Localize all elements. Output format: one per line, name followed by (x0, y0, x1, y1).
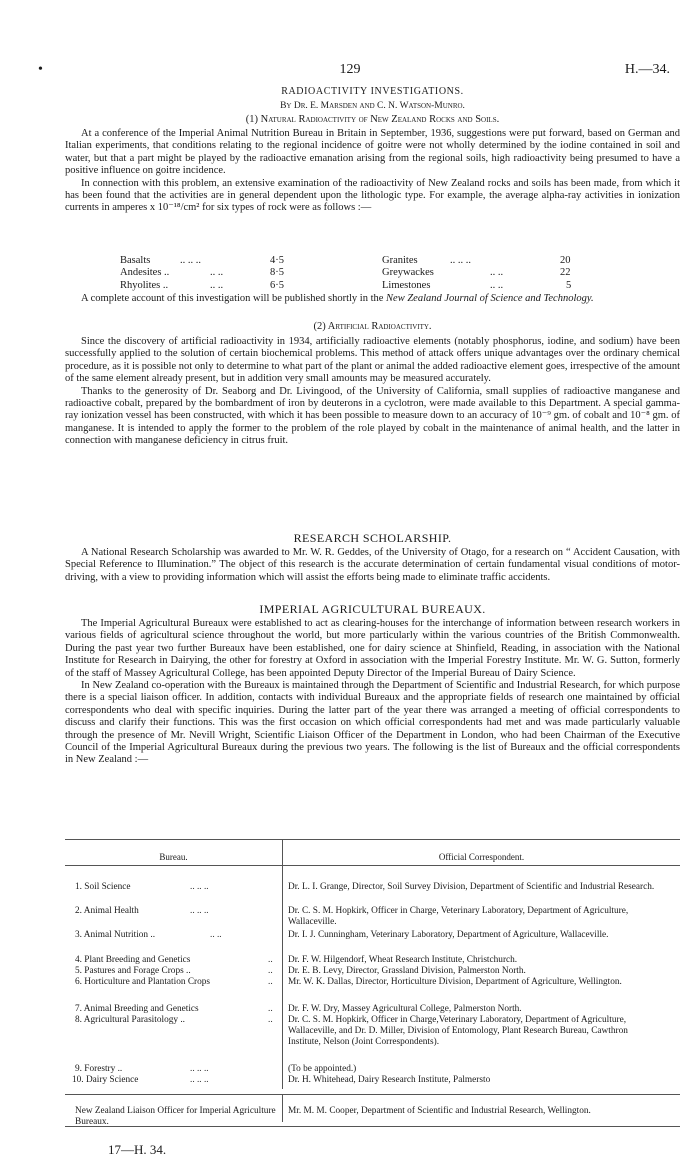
liaison-correspondent: Mr. M. M. Cooper, Department of Scientific and Industrial Research, Wellington. (288, 1106, 591, 1116)
rock-name: Andesites .. (120, 267, 170, 279)
radioactivity-para4: Since the discovery of artificial radioactivity in 1934, artificially radioactive elements (notably phosphorus, iodine, and sodium) have been successfully applied to the solution of certain biochemical problems. This method of attack offers unique advantages over the ordinary chemical procedure, as it is possible not only to determine to what part of the plant or animal the added radioactive element goes, irrespective of the amount of the same element already present, but in addition very small amounts may be measured accurately. (65, 336, 680, 385)
bureaux-title: IMPERIAL AGRICULTURAL BUREAUX. (259, 602, 486, 616)
rock-dots: .. .. (210, 267, 224, 279)
table-row-dots: .. .. .. (190, 906, 209, 916)
rock-name: Rhyolites .. (120, 279, 169, 291)
bureaux-block (65, 618, 680, 767)
table-row-dots: .. (268, 955, 273, 965)
radioactivity-para4-block (65, 336, 680, 448)
rock-name: Granites (382, 255, 418, 266)
section2-title: (2) Artificial Radioactivity. (313, 321, 432, 332)
radioactivity-para2: In connection with this problem, an extensive examination of the radioactivity of New Zealand rocks and soils has been made, from which it has been found that the activities are in general dependent upon the lithologic type. For example, the average alpha-ray activities in ionization currents in amperes x 10⁻¹⁸/cm² for six types of rock were as follows :— (65, 177, 680, 214)
table-row-bureau: 3. Animal Nutrition .. (75, 930, 156, 940)
rock-value: 22 (560, 267, 571, 279)
rock-dots: .. .. (490, 267, 504, 279)
table-row-dots: .. (268, 966, 273, 976)
table-row-correspondent: Dr. F. W. Dry, Massey Agricultural College, Palmerston North. (288, 1004, 522, 1014)
table-liaison-column-rule (282, 1094, 283, 1122)
radioactivity-para3 (65, 293, 680, 305)
rock-activity-table (120, 255, 640, 295)
table-row-dots: .. (268, 1015, 273, 1025)
bureaux-para1: The Imperial Agricultural Bureaux were established to act as clearing-houses for the interchange of information between research workers in various fields of agricultural science throughout the world, but more particularly within the various countries of the British Commonwealth. During the past year two further Bureaux have been established, one for dairy science at Shinfield, Reading, in association with the National Institute for Research in Dairying, the other for forestry at Oxford in association with the Imperial Forestry Institute. Mr. W. G. Sutton, formerly of the staff of Massey Agricultural College, has been appointed Deputy Director of the Imperial Bureau of Dairy Science. (65, 618, 680, 679)
table-row-correspondent: Dr. C. S. M. Hopkirk, Officer in Charge,Veterinary Laboratory, Department of Agriculture, Wallaceville, and Dr. D. Miller, Division of Entomology, Plant Research Bureau, Cawthron Institute, Nelson (Joint Correspondents). (288, 1015, 628, 1047)
table-row-correspondent: Dr. F. W. Hilgendorf, Wheat Research Institute, Christchurch. (288, 955, 518, 965)
radioactivity-para3-block (65, 293, 680, 305)
rock-dots: .. .. .. (180, 255, 201, 266)
table-row-bureau: 7. Animal Breeding and Genetics (75, 1004, 199, 1014)
rock-value: 4·5 (270, 255, 284, 266)
table-row-bureau: 2. Animal Health (75, 906, 139, 916)
table-top-rule (65, 839, 680, 840)
scholarship-title: RESEARCH SCHOLARSHIP. (293, 531, 452, 545)
scholarship-block (65, 547, 680, 584)
table-liaison-rule (65, 1094, 680, 1095)
radioactivity-title: RADIOACTIVITY INVESTIGATIONS. (281, 86, 464, 97)
radioactivity-para1-block (65, 128, 680, 215)
table-row-correspondent: Dr. I. J. Cunningham, Veterinary Laboratory, Department of Agriculture, Wallaceville. (288, 930, 609, 940)
table-row-correspondent: Dr. H. Whitehead, Dairy Research Institute, Palmersto (288, 1075, 491, 1085)
table-row-bureau: 10. Dairy Science (72, 1075, 139, 1085)
para3-text: A complete account of this investigation will be published shortly in the (81, 293, 384, 304)
table-row-correspondent: (To be appointed.) (288, 1064, 357, 1074)
page-footer: 17—H. 34. (108, 1142, 167, 1157)
table-row-dots: .. .. .. (190, 1075, 209, 1085)
table-row-correspondent: Dr. L. I. Grange, Director, Soil Survey Division, Department of Scientific and Industrial Research. (288, 882, 655, 892)
table-row-dots: .. (268, 1004, 273, 1014)
table-bottom-rule (65, 1126, 680, 1127)
table-row-dots: .. .. .. (190, 1064, 209, 1074)
liaison-bureau: New Zealand Liaison Officer for Imperial Agriculture Bureaux. (75, 1106, 276, 1127)
table-header-rule (65, 865, 680, 866)
document-code: H.—34. (624, 62, 670, 77)
radioactivity-para1: At a conference of the Imperial Animal Nutrition Bureau in Britain in September, 1936, suggestions were put forward, based on German and Italian experiments, that conditions relating to the regional incidence of goitre were not wholly determined by the iodine contained in soil and water, but that a part might be played by the radioactive emanation arising from the regional soils, high radioactivity being presumed to have a positive influence on goitre incidence. (65, 128, 680, 177)
table-row-dots: .. .. (210, 930, 222, 940)
rock-dots: .. .. .. (450, 255, 471, 266)
rock-dots: .. .. (490, 279, 504, 291)
table-row-bureau: 4. Plant Breeding and Genetics (75, 955, 191, 965)
rock-name: Greywackes (382, 267, 434, 279)
table-row-dots: .. (268, 977, 273, 987)
table-row-bureau: 8. Agricultural Parasitology .. (75, 1015, 185, 1025)
column-header-correspondent: Official Correspondent. (438, 852, 525, 862)
table-row-bureau: 5. Pastures and Forage Crops .. (75, 966, 191, 976)
table-row-correspondent: Mr. W. K. Dallas, Director, Horticulture Division, Department of Agriculture, Wellington. (288, 977, 622, 987)
page-number: 129 (339, 62, 361, 77)
table-row-correspondent: Dr. C. S. M. Hopkirk, Officer in Charge, Veterinary Laboratory, Department of Agriculture, Wallaceville. (288, 906, 629, 927)
table-row-bureau: 9. Forestry .. (75, 1064, 123, 1074)
page-header (0, 62, 700, 78)
rock-name: Limestones (382, 279, 431, 291)
table-row-bureau: 6. Horticulture and Plantation Crops (75, 977, 211, 987)
table-row-bureau: 1. Soil Science (75, 882, 131, 892)
header-mark: • (38, 62, 43, 77)
rock-value: 20 (560, 255, 571, 266)
rock-value: 8·5 (270, 267, 284, 279)
journal-name: New Zealand Journal of Science and Technology. (386, 293, 594, 304)
bureaux-para2: In New Zealand co-operation with the Bureaux is maintained through the Department of Scientific and Industrial Research, for which purpose there is a special liaison officer. In addition, contacts with individual Bureaux and the appropriate fields of research one maintained by official correspondents who deal with specific inquiries. During the latter part of the year there was arranged a meeting of official correspondents to discuss and clarify their functions. This was the first occasion on which official correspondents had met and was made particularly valuable through the presence of Mr. Nevill Wright, Scientific Liaison Officer of the Department in London, who had been Chairman of the Executive Council of the Imperial Agricultural Bureaux during the previous two years. The following is the list of Bureaux and the official correspondents in New Zealand :— (65, 680, 680, 766)
radioactivity-authors: By Dr. E. Marsden and C. N. Watson-Munro. (280, 101, 465, 111)
table-row-correspondent: Dr. E. B. Levy, Director, Grassland Division, Palmerston North. (288, 966, 526, 976)
table-column-rule (282, 839, 283, 1089)
scholarship-para: A National Research Scholarship was awarded to Mr. W. R. Geddes, of the University of Otago, for a research on “ Accident Causation, with Special Reference to Illumination.” The object of this research is the accurate determination of certain fundamental visual conditions of motor-driving, with a view to providing information which will assist the efforts being made to eliminate traffic accidents. (65, 547, 680, 583)
rock-dots: .. .. (210, 279, 224, 291)
rock-value: 5 (566, 279, 572, 291)
column-header-bureau: Bureau. (159, 852, 188, 862)
section1-title: (1) Natural Radioactivity of New Zealand Rocks and Soils. (245, 114, 500, 125)
rock-value: 6·5 (270, 279, 284, 291)
radioactivity-para5: Thanks to the generosity of Dr. Seaborg and Dr. Livingood, of the University of California, small supplies of radioactive manganese and radioactive cobalt, prepared by the bombardment of iron by deuterons in a cyclotron, were made available to this Department. A special gamma-ray ionization vessel has been constructed, with which it has been possible to measure down to an accuracy of 10⁻⁹ gm. of cobalt and 10⁻⁸ gm. of manganese. It is intended to apply the former to the problem of the role played by cobalt in the maintenance of animal health, and the latter in connection with manganese deficiency in citrus fruit. (65, 385, 680, 447)
rock-name: Basalts (120, 255, 151, 266)
table-row-dots: .. .. .. (190, 882, 209, 892)
